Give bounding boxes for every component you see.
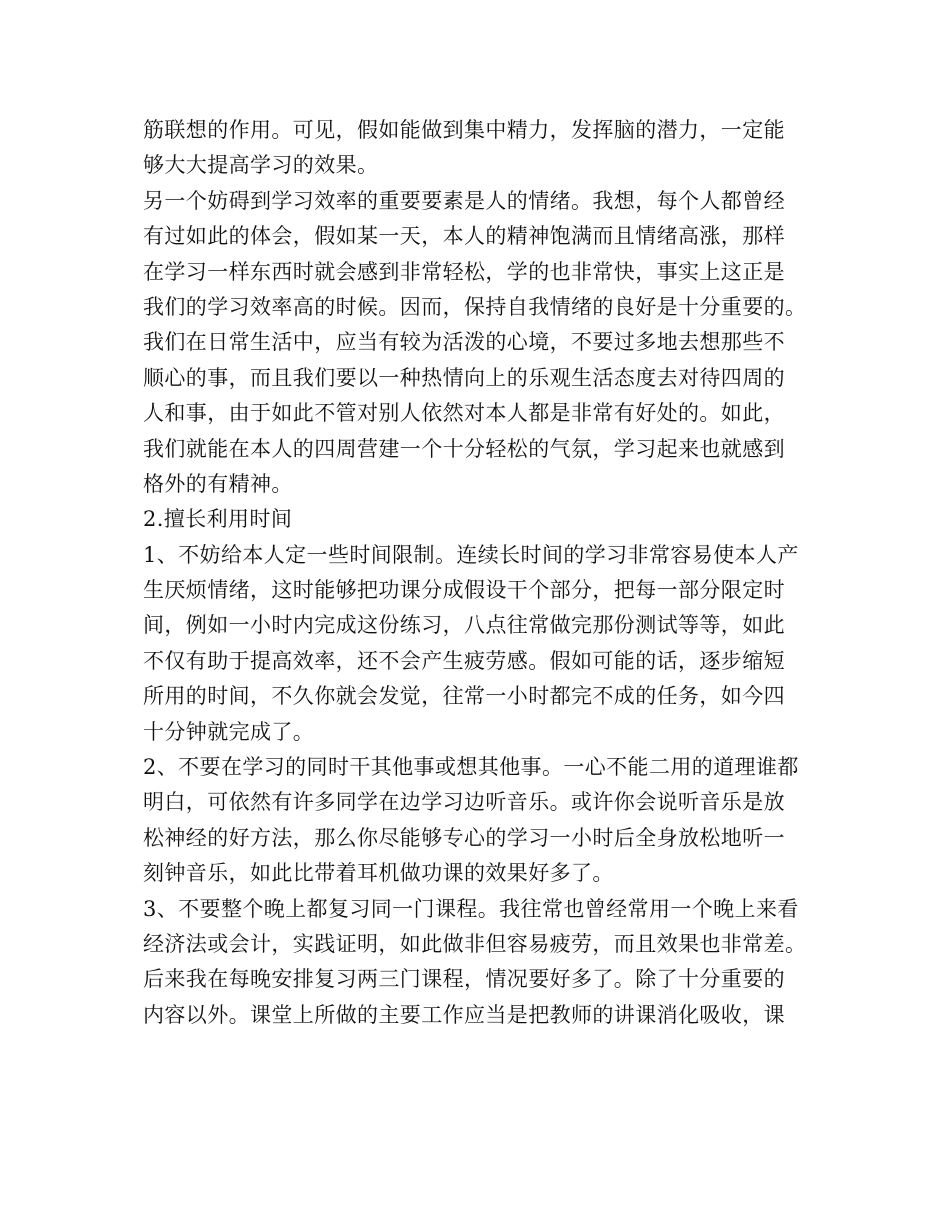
text-line: 3、不要整个晚上都复习同一门课程。我往常也曾经常用一个晚上来看 (143, 896, 799, 921)
text-line: 刻钟音乐，如此比带着耳机做功课的效果好多了。 (143, 861, 614, 886)
text-line: 内容以外。课堂上所做的主要工作应当是把教师的讲课消化吸收，课 (143, 1002, 785, 1027)
text-line: 我们在日常生活中，应当有较为活泼的心境，不要过多地去想那些不 (143, 330, 785, 355)
text-line: 间，例如一小时内完成这份练习，八点往常做完那份测试等等，如此 (143, 613, 785, 638)
text-line: 所用的时间，不久你就会发觉，往常一小时都完不成的任务，如今四 (143, 684, 785, 709)
body-text (143, 113, 843, 1033)
text-line: 明白，可依然有许多同学在边学习边听音乐。或许你会说听音乐是放 (143, 790, 785, 815)
text-line: 生厌烦情绪，这时能够把功课分成假设干个部分，把每一部分限定时 (143, 578, 785, 603)
text-line: 有过如此的体会，假如某一天，本人的精神饱满而且情绪高涨，那样 (143, 224, 785, 249)
text-line: 筋联想的作用。可见，假如能做到集中精力，发挥脑的潜力，一定能 (143, 118, 785, 142)
text-line: 2、不要在学习的同时干其他事或想其他事。一心不能二用的道理谁都 (143, 755, 799, 780)
text-line: 我们的学习效率高的时候。因而，保持自我情绪的良好是十分重要的。 (143, 294, 807, 319)
text-line: 格外的有精神。 (143, 471, 293, 496)
text-line: 经济法或会计，实践证明，如此做非但容易疲劳，而且效果也非常差。 (143, 931, 807, 956)
text-line: 1、不妨给本人定一些时间限制。连续长时间的学习非常容易使本人产 (143, 542, 799, 567)
text-line: 顺心的事，而且我们要以一种热情向上的乐观生活态度去对待四周的 (143, 365, 785, 390)
text-line: 松神经的好方法，那么你尽能够专心的学习一小时后全身放松地听一 (143, 825, 785, 850)
text-line: 我们就能在本人的四周营建一个十分轻松的气氛，学习起来也就感到 (143, 436, 785, 461)
text-line: 后来我在每晚安排复习两三门课程，情况要好多了。除了十分重要的 (143, 967, 785, 992)
text-line: 不仅有助于提高效率，还不会产生疲劳感。假如可能的话，逐步缩短 (143, 648, 785, 673)
text-line: 在学习一样东西时就会感到非常轻松，学的也非常快，事实上这正是 (143, 259, 785, 284)
text-line: 十分钟就完成了。 (143, 719, 315, 744)
text-line: 人和事，由于如此不管对别人依然对本人都是非常有好处的。如此， (143, 401, 785, 426)
text-line: 另一个妨碍到学习效率的重要要素是人的情绪。我想，每个人都曾经 (143, 188, 785, 213)
text-line: 够大大提高学习的效果。 (143, 153, 379, 178)
section-heading: 2.擅长利用时间 (143, 507, 293, 532)
